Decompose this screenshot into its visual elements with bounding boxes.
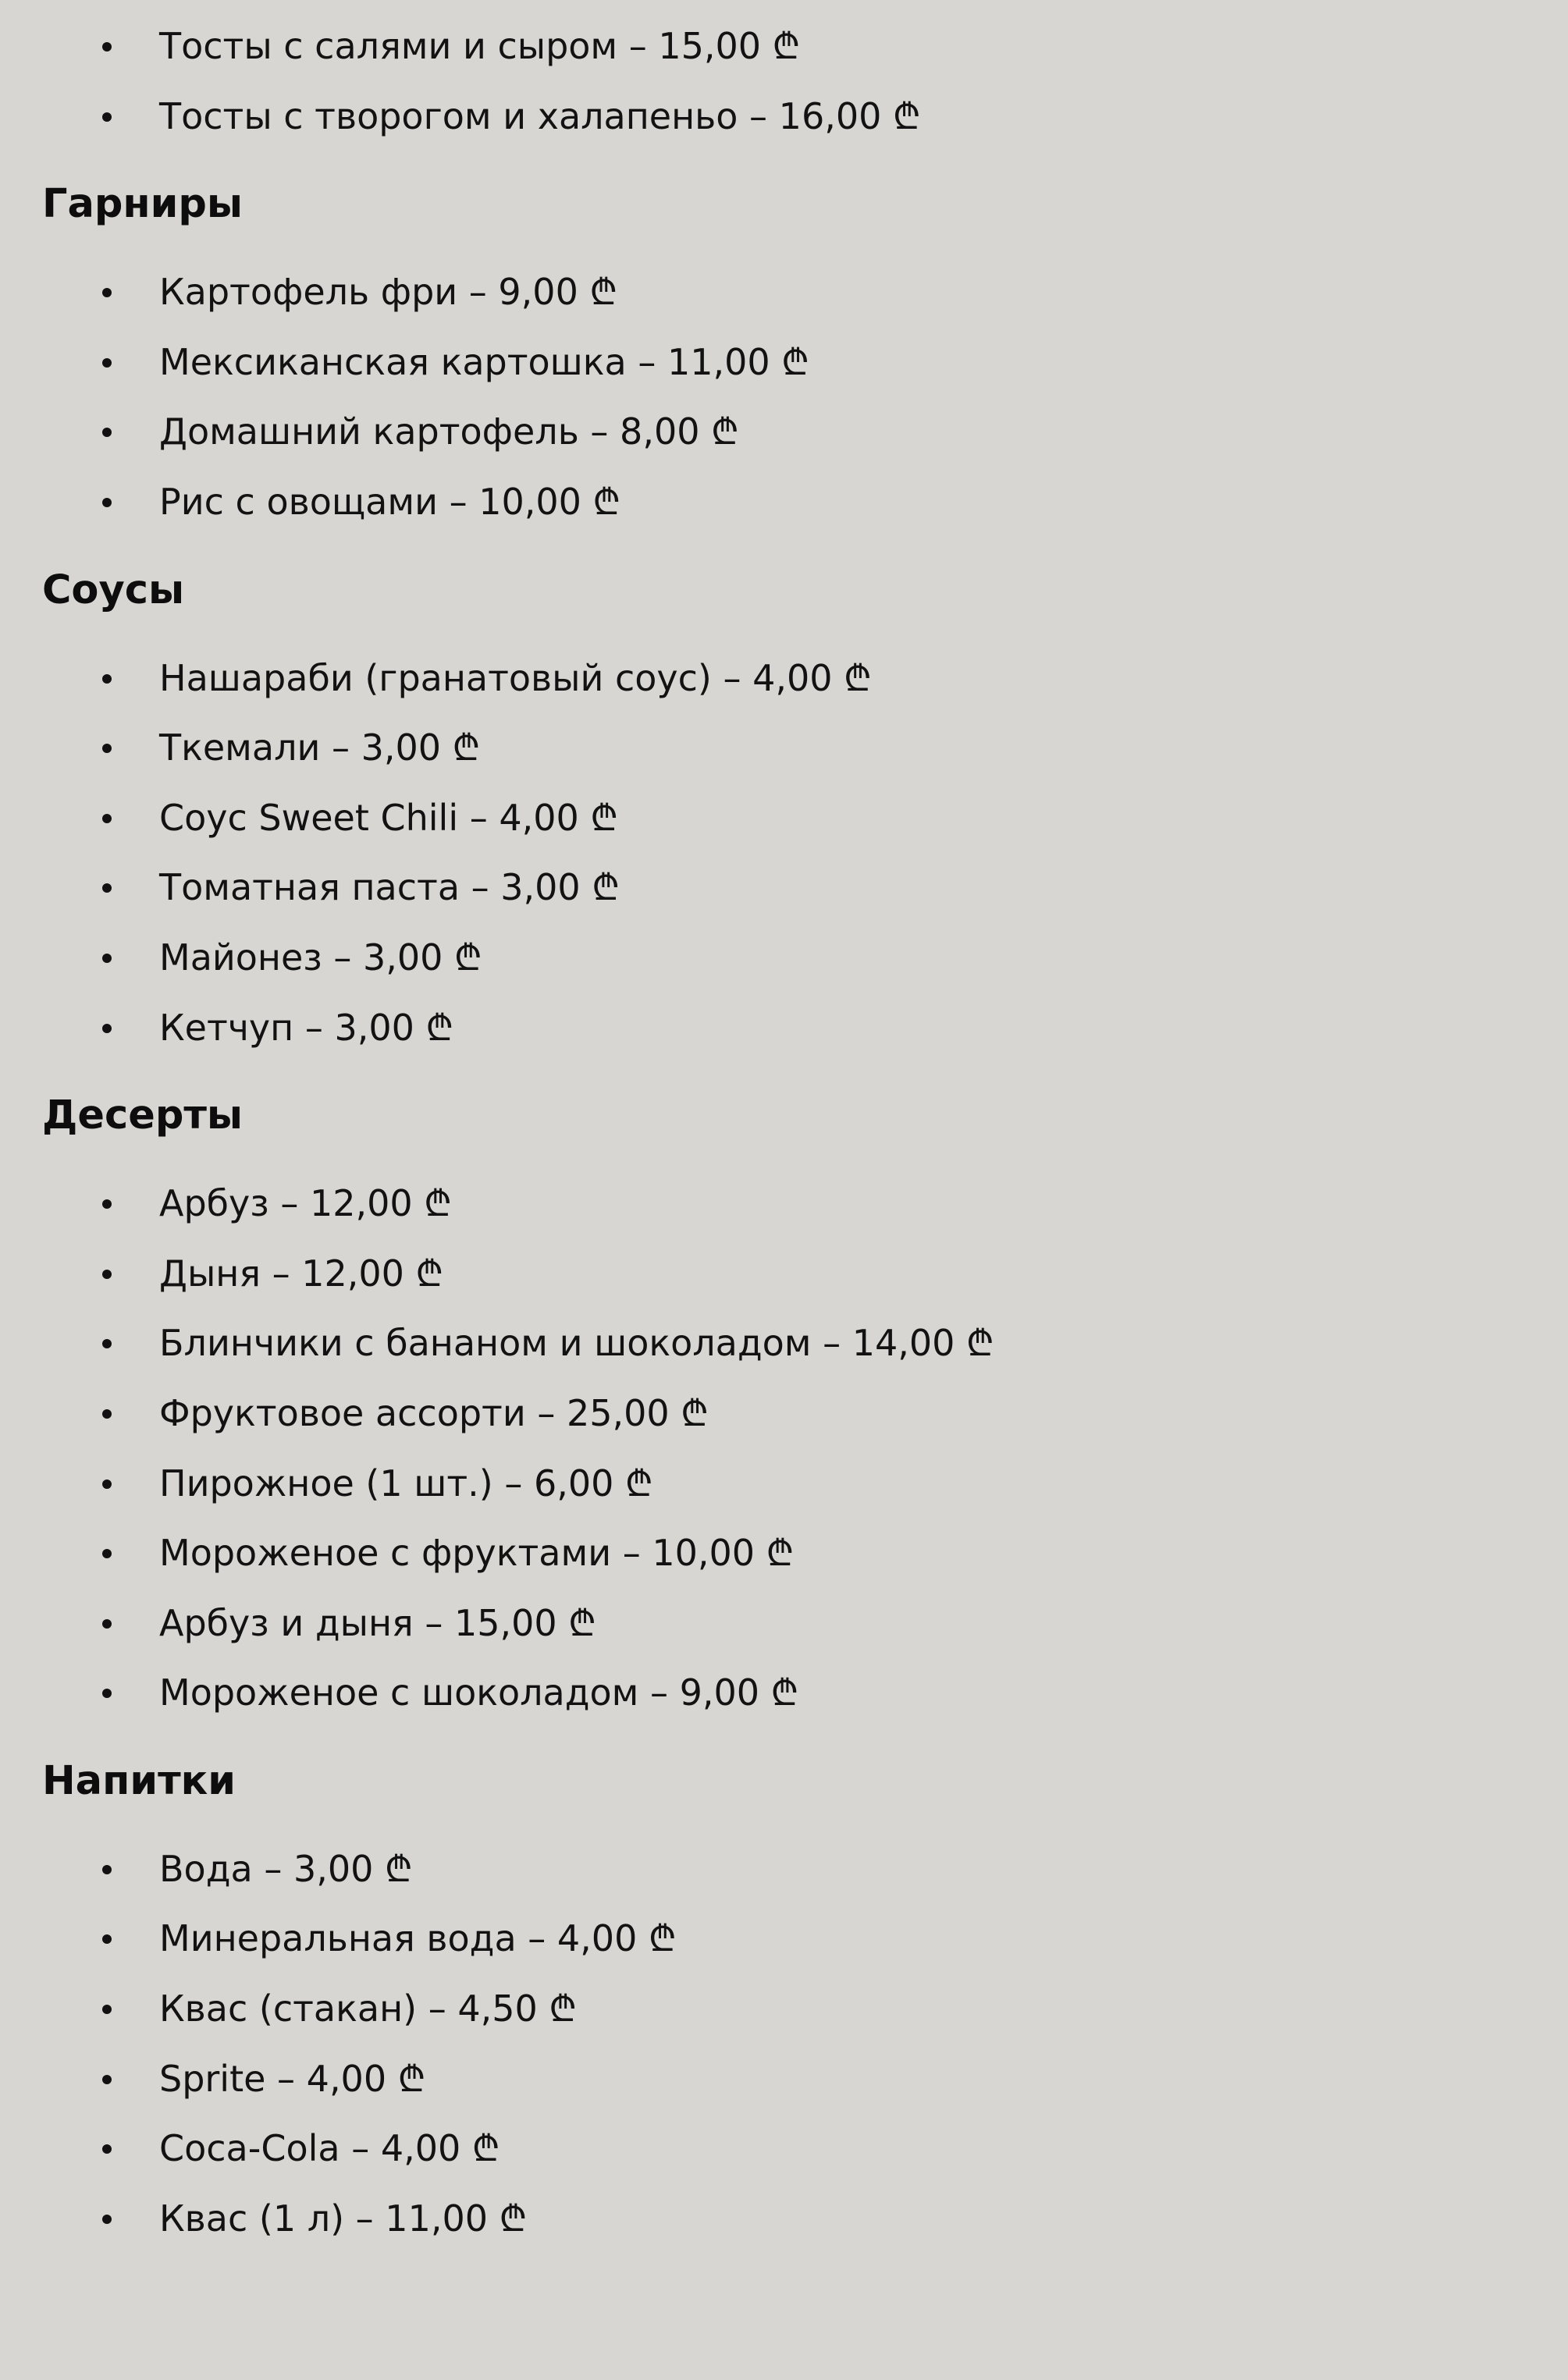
- list-item: [42, 923, 1526, 993]
- list-item: [42, 1169, 1526, 1239]
- bullet-dot: [102, 2144, 112, 2154]
- section-toasts-continued: [42, 0, 1526, 151]
- list-item: [42, 467, 1526, 538]
- menu-item-text: Арбуз – 12,00 ₾: [159, 1182, 452, 1225]
- list-item: [42, 258, 1526, 328]
- drinks-list: [42, 1835, 1526, 2254]
- list-item: [42, 783, 1526, 854]
- menu-item-text: Квас (1 л) – 11,00 ₾: [159, 2197, 528, 2240]
- section-title: Напитки: [42, 1757, 236, 1804]
- list-item: [42, 1904, 1526, 1974]
- menu-item-text: Домашний картофель – 8,00 ₾: [159, 410, 739, 453]
- list-item: [42, 1309, 1526, 1379]
- list-item: [42, 993, 1526, 1064]
- list-item: [42, 82, 1526, 152]
- list-item: [42, 644, 1526, 714]
- bullet-dot: [102, 1409, 112, 1419]
- list-item: [42, 12, 1526, 82]
- bullet-dot: [102, 498, 112, 507]
- menu-item-text: Соус Sweet Chili – 4,00 ₾: [159, 796, 618, 839]
- menu-item-text: Мороженое с фруктами – 10,00 ₾: [159, 1532, 795, 1575]
- sauces-list: [42, 644, 1526, 1064]
- bullet-dot: [102, 2075, 112, 2084]
- list-item: [42, 1379, 1526, 1449]
- bullet-dot: [102, 1480, 112, 1489]
- menu-item-text: Вода – 3,00 ₾: [159, 1847, 413, 1890]
- section-drinks: [42, 1728, 1526, 2254]
- bullet-dot: [102, 358, 112, 368]
- section-garnishes: [42, 151, 1526, 537]
- menu-item-text: Дыня – 12,00 ₾: [159, 1252, 444, 1295]
- bullet-dot: [102, 814, 112, 823]
- bullet-dot: [102, 1024, 112, 1033]
- bullet-dot: [102, 1865, 112, 1874]
- bullet-dot: [102, 954, 112, 963]
- menu-item-text: Квас (стакан) – 4,50 ₾: [159, 1987, 577, 2030]
- menu-item-text: Майонез – 3,00 ₾: [159, 936, 482, 979]
- garnishes-list: [42, 258, 1526, 537]
- section-title: Соусы: [42, 567, 185, 613]
- list-item: [42, 397, 1526, 467]
- section-title: Десерты: [42, 1092, 244, 1139]
- bullet-dot: [102, 288, 112, 297]
- bullet-dot: [102, 42, 112, 52]
- menu-item-text: Нашараби (гранатовый соус) – 4,00 ₾: [159, 656, 872, 699]
- menu-item-text: Картофель фри – 9,00 ₾: [159, 271, 617, 314]
- list-item: [42, 1658, 1526, 1728]
- menu-item-text: Минеральная вода – 4,00 ₾: [159, 1917, 677, 1960]
- list-item: [42, 2184, 1526, 2254]
- list-item: [42, 328, 1526, 398]
- list-item: [42, 2044, 1526, 2115]
- list-item: [42, 853, 1526, 923]
- desserts-list: [42, 1169, 1526, 1728]
- section-desserts: [42, 1063, 1526, 1728]
- toasts-list: [42, 0, 1526, 151]
- list-item: [42, 1835, 1526, 1905]
- menu-item-text: Рис с овощами – 10,00 ₾: [159, 480, 620, 523]
- bullet-dot: [102, 1549, 112, 1558]
- list-item: [42, 1974, 1526, 2044]
- bullet-dot: [102, 1270, 112, 1279]
- list-item: [42, 1589, 1526, 1659]
- list-item: [42, 1519, 1526, 1589]
- list-item: [42, 713, 1526, 783]
- menu-item-text: Мороженое с шоколадом – 9,00 ₾: [159, 1671, 799, 1714]
- bullet-dot: [102, 1339, 112, 1348]
- bullet-dot: [102, 674, 112, 684]
- section-title: Гарниры: [42, 181, 244, 228]
- section-sauces: [42, 538, 1526, 1064]
- list-item: [42, 1239, 1526, 1309]
- menu-item-text: Мексиканская картошка – 11,00 ₾: [159, 340, 809, 383]
- bullet-dot: [102, 1934, 112, 1944]
- bullet-dot: [102, 112, 112, 122]
- list-item: [42, 1449, 1526, 1519]
- bullet-dot: [102, 1199, 112, 1209]
- list-item: [42, 2114, 1526, 2184]
- menu-item-text: Пирожное (1 шт.) – 6,00 ₾: [159, 1462, 653, 1504]
- bullet-dot: [102, 883, 112, 893]
- bullet-dot: [102, 1689, 112, 1698]
- menu-item-text: Coca-Cola – 4,00 ₾: [159, 2127, 500, 2170]
- bullet-dot: [102, 428, 112, 437]
- menu-item-text: Кетчуп – 3,00 ₾: [159, 1006, 453, 1049]
- bullet-dot: [102, 1619, 112, 1629]
- menu-item-text: Ткемали – 3,00 ₾: [159, 726, 481, 769]
- menu-item-text: Тосты с салями и сыром – 15,00 ₾: [159, 25, 801, 67]
- bullet-dot: [102, 2215, 112, 2224]
- menu-item-text: Sprite – 4,00 ₾: [159, 2057, 426, 2100]
- menu-item-text: Томатная паста – 3,00 ₾: [159, 866, 620, 909]
- menu-item-text: Блинчики с бананом и шоколадом – 14,00 ₾: [159, 1322, 994, 1365]
- menu-item-text: Фруктовое ассорти – 25,00 ₾: [159, 1391, 709, 1434]
- bullet-dot: [102, 2005, 112, 2014]
- menu-item-text: Тосты с творогом и халапеньо – 16,00 ₾: [159, 94, 921, 137]
- bullet-dot: [102, 744, 112, 753]
- menu-item-text: Арбуз и дыня – 15,00 ₾: [159, 1601, 596, 1644]
